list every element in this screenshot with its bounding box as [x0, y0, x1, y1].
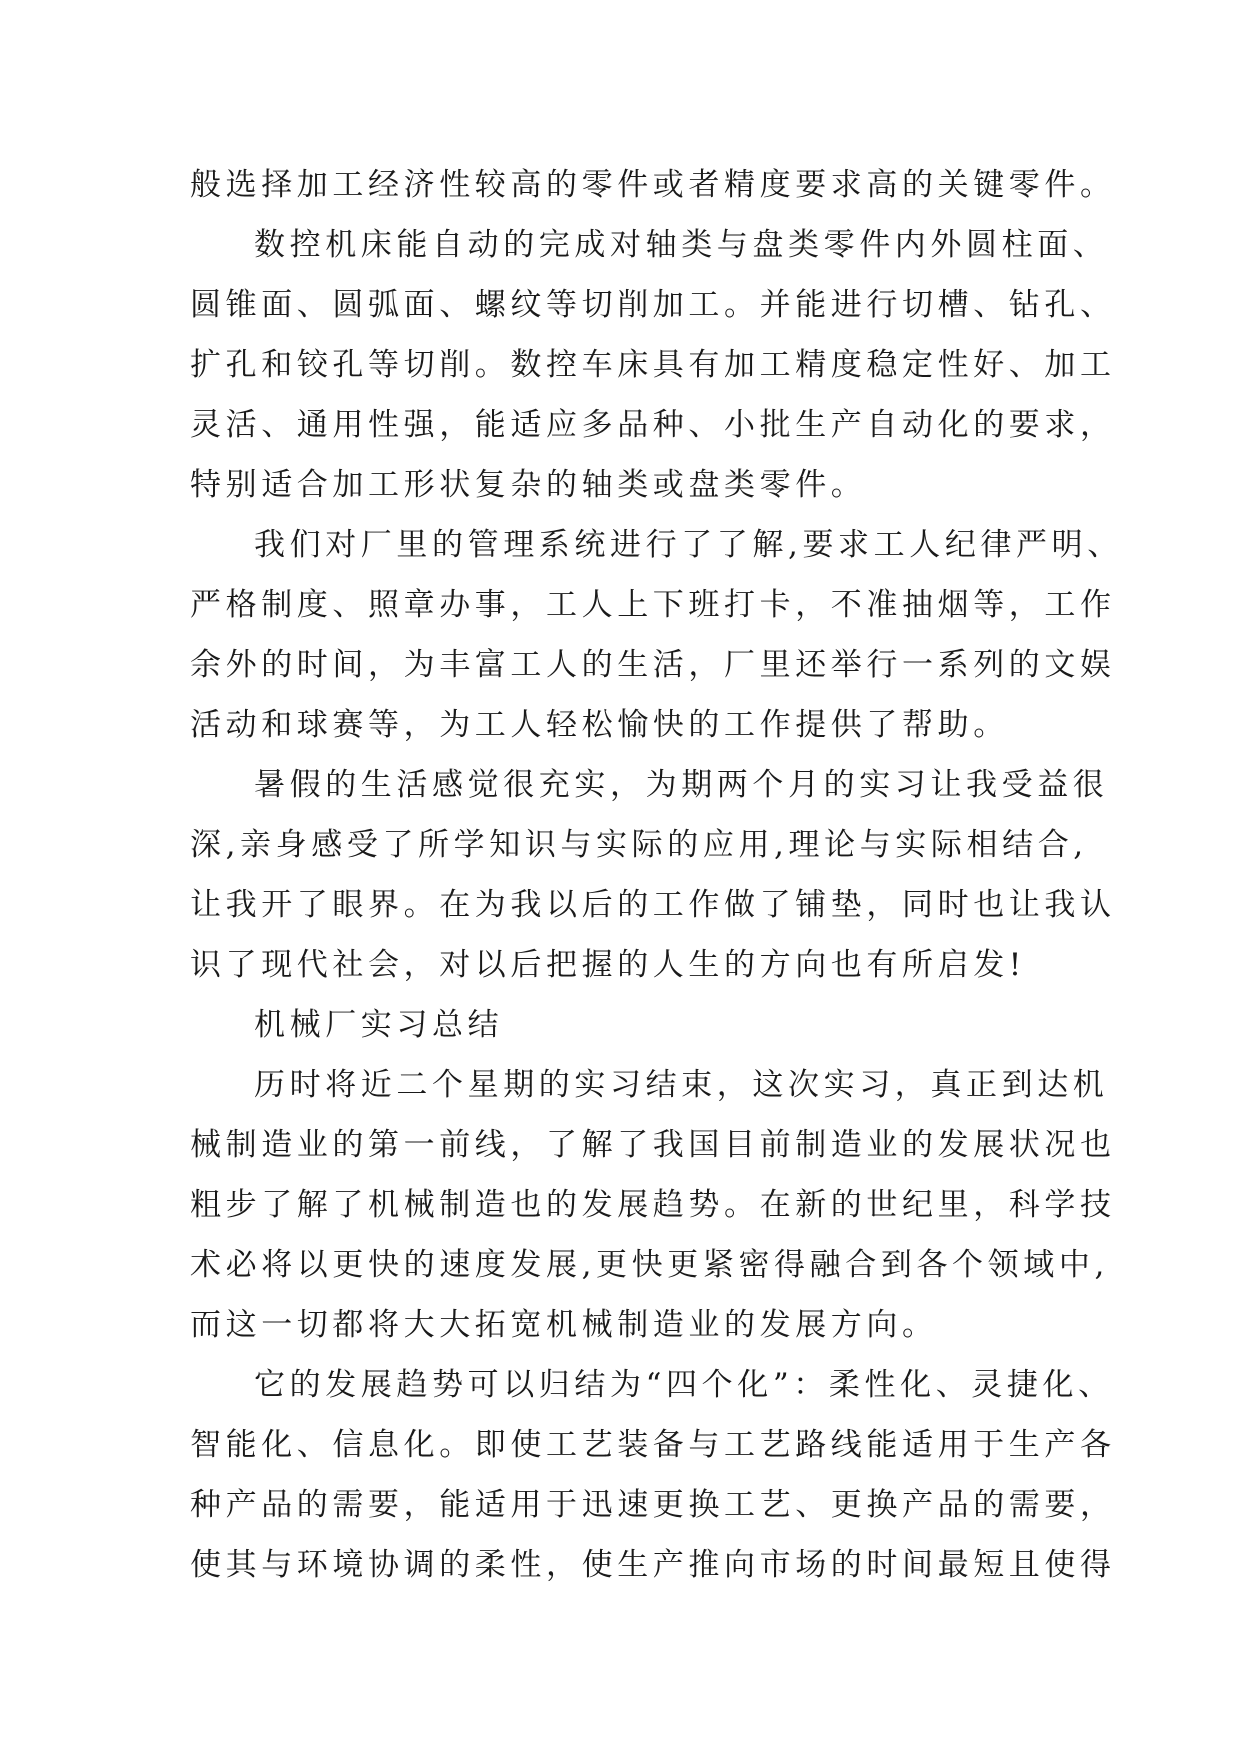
text-line: 种产品的需要，能适用于迅速更换工艺、更换产品的需要，: [190, 1487, 1116, 1523]
text-line: 让我开了眼界。在为我以后的工作做了铺垫，同时也让我认: [190, 887, 1116, 923]
text-line: 暑假的生活感觉很充实，为期两个月的实习让我受益很: [254, 767, 1109, 803]
text-line: 扩孔和铰孔等切削。数控车床具有加工精度稳定性好、加工: [190, 347, 1116, 383]
text-line: 智能化、信息化。即使工艺装备与工艺路线能适用于生产各: [190, 1427, 1116, 1463]
text-line: 数控机床能自动的完成对轴类与盘类零件内外圆柱面、: [254, 227, 1109, 263]
text-line: 而这一切都将大大拓宽机械制造业的发展方向。: [190, 1307, 938, 1343]
text-line: 识了现代社会，对以后把握的人生的方向也有所启发!: [190, 947, 1026, 983]
text-line: 圆锥面、圆弧面、螺纹等切削加工。并能进行切槽、钻孔、: [190, 287, 1116, 323]
text-line: 我们对厂里的管理系统进行了了解,要求工人纪律严明、: [254, 527, 1123, 563]
text-line: 余外的时间，为丰富工人的生活，厂里还举行一系列的文娱: [190, 647, 1116, 683]
text-line: 深,亲身感受了所学知识与实际的应用,理论与实际相结合,: [190, 827, 1088, 863]
text-line: 活动和球赛等，为工人轻松愉快的工作提供了帮助。: [190, 707, 1009, 743]
text-line: 械制造业的第一前线，了解了我国目前制造业的发展状况也: [190, 1127, 1116, 1163]
text-line: 特别适合加工形状复杂的轴类或盘类零件。: [190, 467, 867, 503]
text-line: 历时将近二个星期的实习结束，这次实习，真正到达机: [254, 1067, 1109, 1103]
text-line: 严格制度、照章办事，工人上下班打卡，不准抽烟等，工作: [190, 587, 1116, 623]
text-line: 般选择加工经济性较高的零件或者精度要求高的关键零件。: [190, 167, 1116, 203]
text-line: 它的发展趋势可以归结为“四个化”：柔性化、灵捷化、: [254, 1367, 1114, 1403]
text-line: 术必将以更快的速度发展,更快更紧密得融合到各个领域中,: [190, 1247, 1109, 1283]
section-heading: 机械厂实习总结: [254, 1007, 504, 1043]
text-line: 灵活、通用性强，能适应多品种、小批生产自动化的要求，: [190, 407, 1116, 443]
text-line: 使其与环境协调的柔性，使生产推向市场的时间最短且使得: [190, 1547, 1116, 1583]
text-line: 粗步了解了机械制造也的发展趋势。在新的世纪里，科学技: [190, 1187, 1116, 1223]
